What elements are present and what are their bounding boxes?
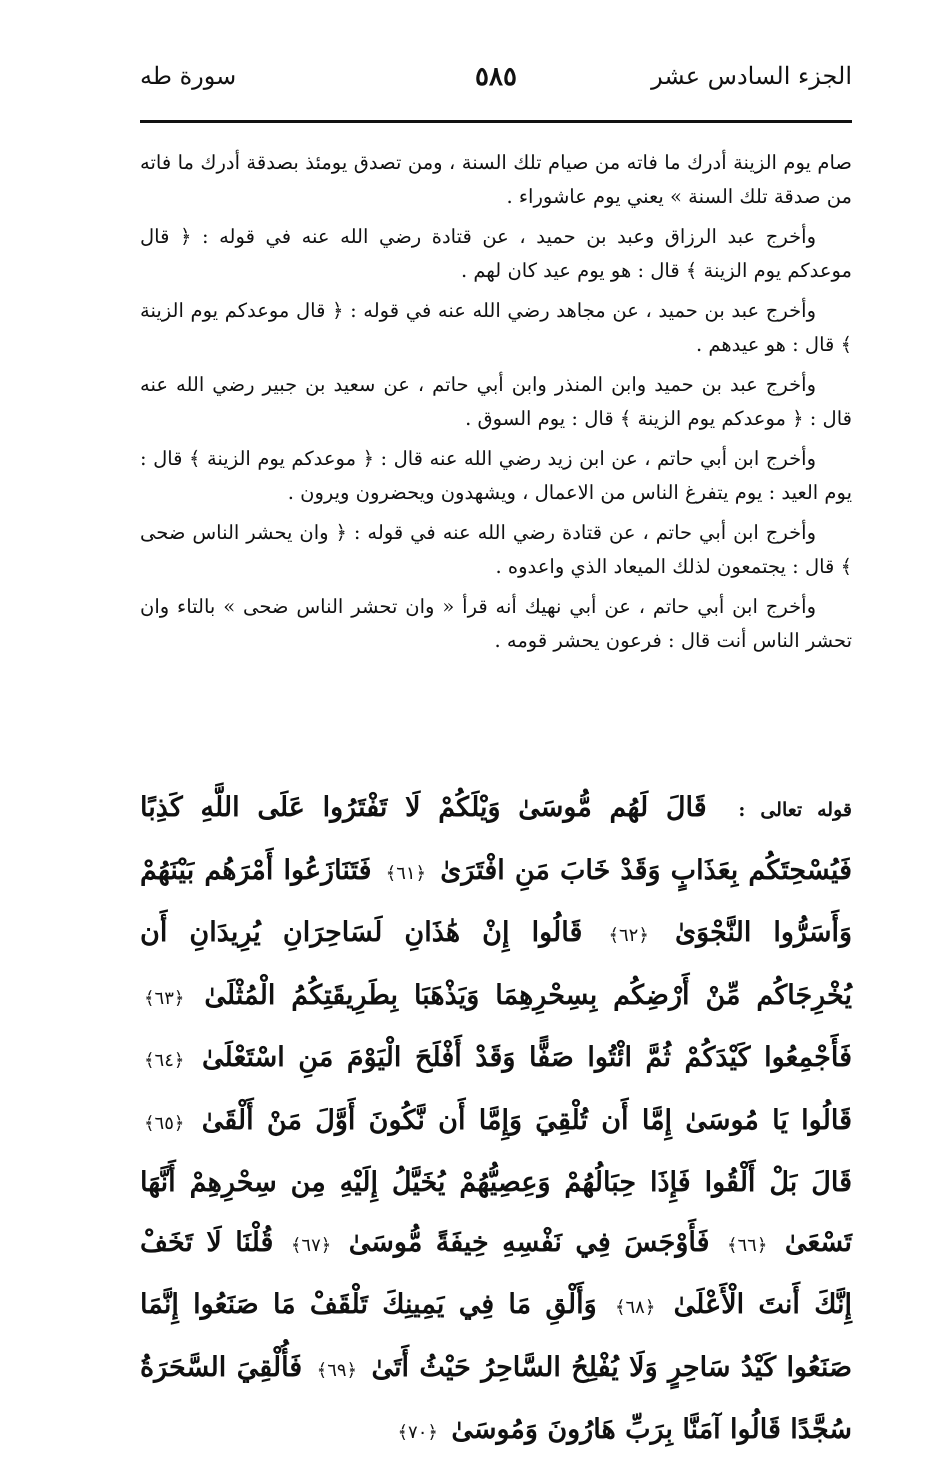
commentary-text — [140, 146, 852, 664]
paragraph: وأخرج عبد بن حميد ، عن مجاهد رضي الله عنه في قوله : ﴿ قال موعدكم يوم الزينة ﴾ قال : هو عيدهم . — [140, 299, 852, 356]
ayah-number: ﴿٦١﴾ — [385, 862, 427, 884]
ayah-number: ﴿٦٩﴾ — [316, 1359, 358, 1381]
ayah-number: ﴿٦٤﴾ — [144, 1050, 185, 1071]
ayah-number: ﴿٦٣﴾ — [144, 987, 185, 1009]
page-header — [140, 62, 852, 112]
paragraph: وأخرج عبد بن حميد وابن المنذر وابن أبي حاتم ، عن سعيد بن جبير رضي الله عنه قال : ﴿ موعدكم يوم الزينة ﴾ قال : يوم السوق . — [140, 373, 852, 430]
verse-intro: قوله تعالى : — [738, 799, 852, 821]
verse-text: فَأَوْجَسَ فِي نَفْسِهِ خِيفَةً مُّوسَىٰ — [348, 1226, 710, 1258]
verse-text: قُلْنَا لَا تَخَفْ إِنَّكَ أَنتَ الْأَعْلَىٰ — [140, 1226, 852, 1320]
verse-text: قَالُوا يَا مُوسَىٰ إِمَّا أَن تُلْقِيَ وَإِمَّا أَن نَّكُونَ أَوَّلَ مَنْ أَلْقَىٰ — [201, 1104, 852, 1136]
part-title: الجزء السادس عشر — [651, 62, 852, 90]
ayah-number: ﴿٧٠﴾ — [397, 1422, 438, 1443]
ayah-number: ﴿٦٥﴾ — [144, 1112, 185, 1134]
paragraph: صام يوم الزينة أدرك ما فاته من صيام تلك السنة ، ومن تصدق يومئذ بصدقة أدرك ما فاته من صدقة تلك السنة » يعني يوم عاشوراء . — [140, 151, 852, 208]
header-rule — [140, 120, 852, 123]
paragraph: وأخرج ابن أبي حاتم ، عن قتادة رضي الله عنه في قوله : ﴿ وان يحشر الناس ضحى ﴾ قال : يجتمعون لذلك الميعاد الذي واعدوه . — [140, 521, 852, 578]
verse-text: فَأَجْمِعُوا كَيْدَكُمْ ثُمَّ ائْتُوا صَفًّا وَقَدْ أَفْلَحَ الْيَوْمَ مَنِ اسْتَعْلَىٰ — [202, 1042, 852, 1073]
surah-name: سورة طه — [140, 62, 237, 90]
paragraph: وأخرج ابن أبي حاتم ، عن ابن زيد رضي الله عنه قال : ﴿ موعدكم يوم الزينة ﴾ قال : يوم العيد : يوم يتفرغ الناس من الاعمال ، ويشهدون ويحضرون ويرون . — [140, 447, 852, 504]
ayah-number: ﴿٦٢﴾ — [608, 925, 649, 946]
verse-text: فَأُلْقِيَ السَّحَرَةُ سُجَّدًا قَالُوا آمَنَّا بِرَبِّ هَارُونَ وَمُوسَىٰ — [140, 1351, 852, 1445]
paragraph: وأخرج عبد الرزاق وعبد بن حميد ، عن قتادة رضي الله عنه في قوله : ﴿ قال موعدكم يوم الزينة ﴾ قال : هو يوم عيد كان لهم . — [140, 225, 852, 282]
verse-text: قَالُوا إِنْ هَٰذَانِ لَسَاحِرَانِ يُرِيدَانِ أَن يُخْرِجَاكُم مِّنْ أَرْضِكُم بِسِحْرِهِمَا وَيَذْهَبَا بِطَرِيقَتِكُمُ الْمُثْلَىٰ — [140, 917, 853, 1011]
verse-text: قَالَ لَهُم مُّوسَىٰ وَيْلَكُمْ لَا تَفْتَرُوا عَلَى اللَّهِ كَذِبًا فَيُسْحِتَكُم بِعَذَابٍ وَقَدْ خَابَ مَنِ افْتَرَىٰ — [140, 792, 852, 886]
paragraph: وأخرج ابن أبي حاتم ، عن أبي نهيك أنه قرأ « وان تحشر الناس ضحى » بالتاء وان تحشر الناس أنت قال : فرعون يحشر قومه . — [140, 595, 852, 652]
verse-text: وَأَلْقِ مَا فِي يَمِينِكَ تَلْقَفْ مَا صَنَعُوا إِنَّمَا صَنَعُوا كَيْدُ سَاحِرٍ وَلَا يُفْلِحُ السَّاحِرُ حَيْثُ أَتَىٰ — [140, 1289, 853, 1383]
page-number: ٥٨٥ — [475, 62, 517, 92]
quran-verses — [140, 778, 852, 1463]
ayah-number: ﴿٦٨﴾ — [614, 1297, 656, 1318]
ayah-number: ﴿٦٧﴾ — [290, 1234, 332, 1256]
ayah-number: ﴿٦٦﴾ — [726, 1234, 768, 1256]
verse-text: قَالَ بَلْ أَلْقُوا فَإِذَا حِبَالُهُمْ وَعِصِيُّهُمْ يُخَيَّلُ إِلَيْهِ مِن سِحْرِهِمْ أَنَّهَا تَسْعَىٰ — [140, 1167, 852, 1258]
verse-text: فَتَنَازَعُوا أَمْرَهُم بَيْنَهُمْ وَأَسَرُّوا النَّجْوَىٰ — [140, 854, 852, 948]
